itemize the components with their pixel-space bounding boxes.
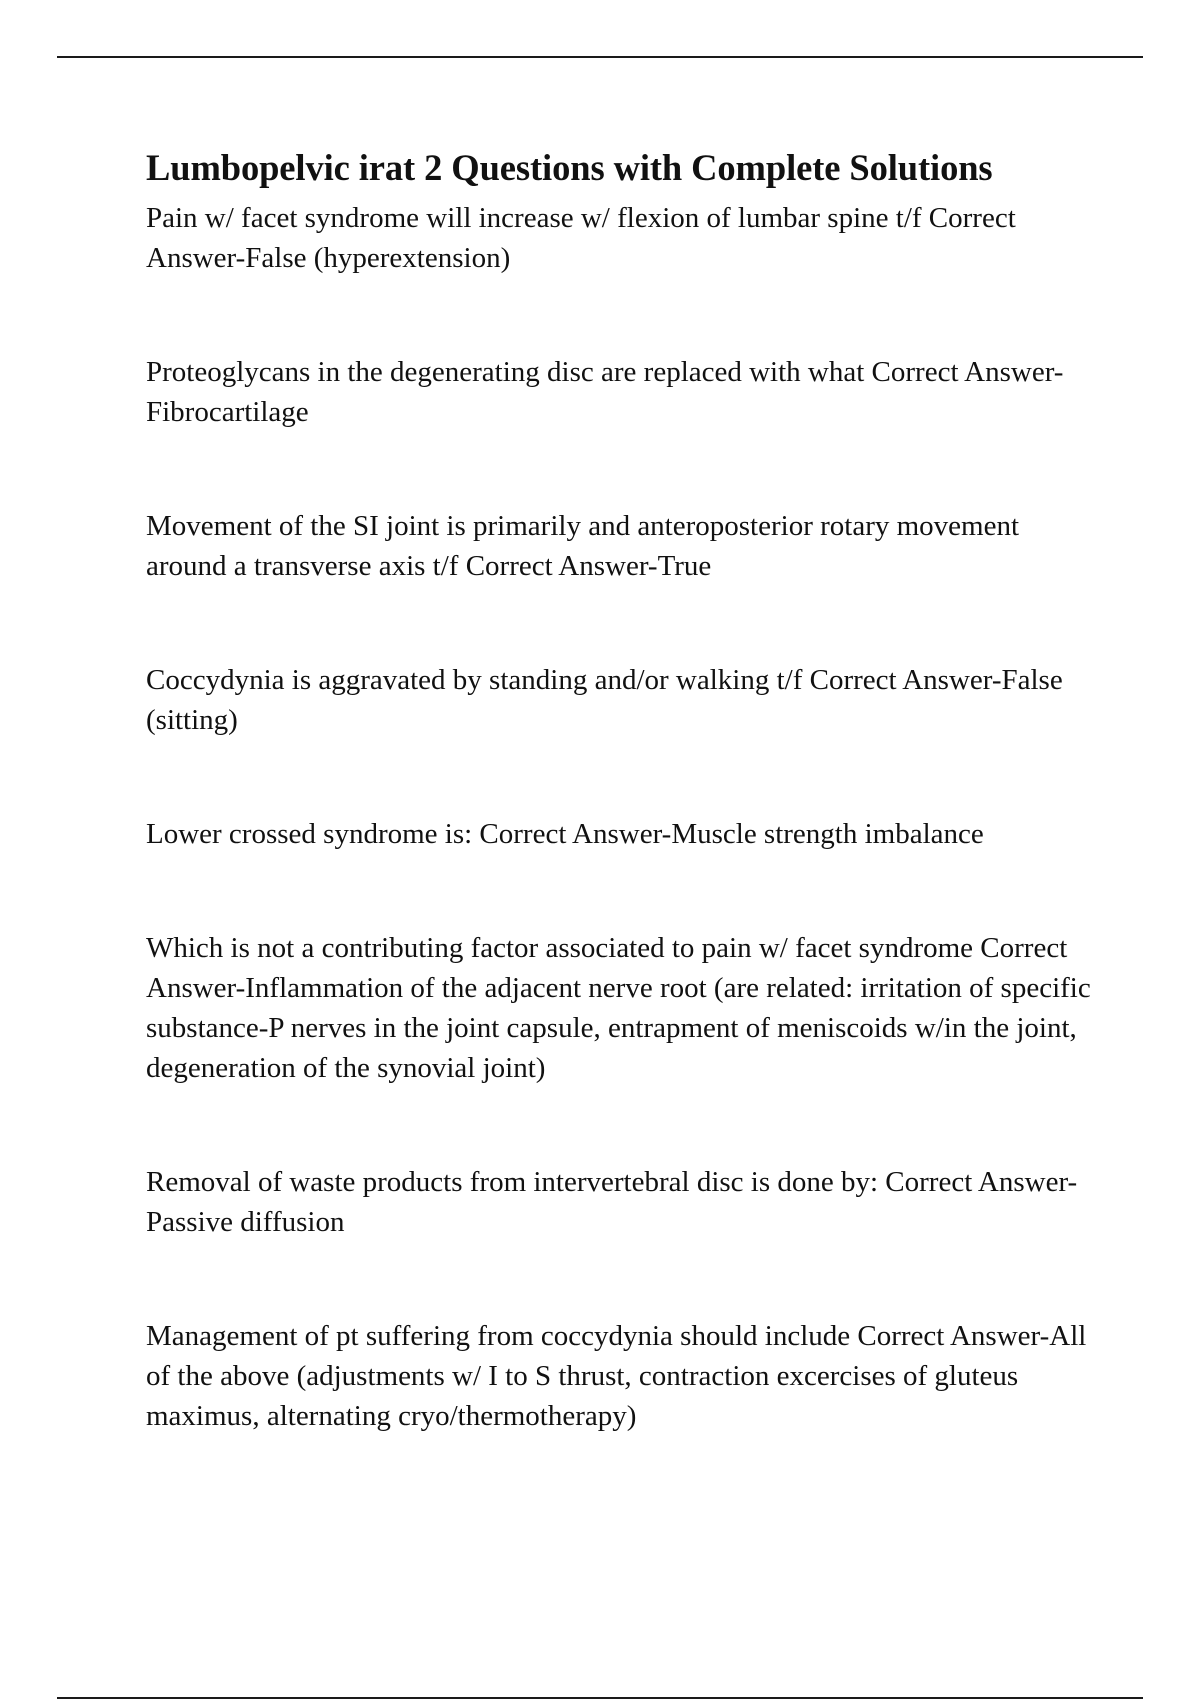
question-item: Coccydynia is aggravated by standing and/or walking t/f Correct Answer-False (sitting)	[146, 664, 1063, 736]
question-item: Removal of waste products from intervertebral disc is done by: Correct Answer-Passive diffusion	[146, 1166, 1078, 1238]
question-item: Which is not a contributing factor associated to pain w/ facet syndrome Correct Answer-Inflammation of the adjacent nerve root (are related: irritation of specific substance-P nerves in the joint capsule, entrapment of meniscoids w/in the joint, degeneration of the synovial joint)	[146, 932, 1091, 1084]
question-item: Pain w/ facet syndrome will increase w/ flexion of lumbar spine t/f Correct Answer-False (hyperextension)	[146, 202, 1016, 274]
document-title: Lumbopelvic irat 2 Questions with Complete Solutions	[146, 147, 993, 188]
question-item: Lower crossed syndrome is: Correct Answer-Muscle strength imbalance	[146, 818, 984, 850]
question-item: Proteoglycans in the degenerating disc are replaced with what Correct Answer-Fibrocartilage	[146, 356, 1064, 428]
bottom-divider	[57, 1697, 1143, 1699]
question-item: Movement of the SI joint is primarily and anteroposterior rotary movement around a transverse axis t/f Correct Answer-True	[146, 510, 1020, 582]
document-body	[146, 142, 1106, 1510]
question-item: Management of pt suffering from coccydynia should include Correct Answer-All of the above (adjustments w/ I to S thrust, contraction excercises of gluteus maximus, alternating cryo/thermotherapy)	[146, 1320, 1087, 1432]
top-divider	[57, 56, 1143, 58]
question-list	[146, 198, 1106, 1436]
